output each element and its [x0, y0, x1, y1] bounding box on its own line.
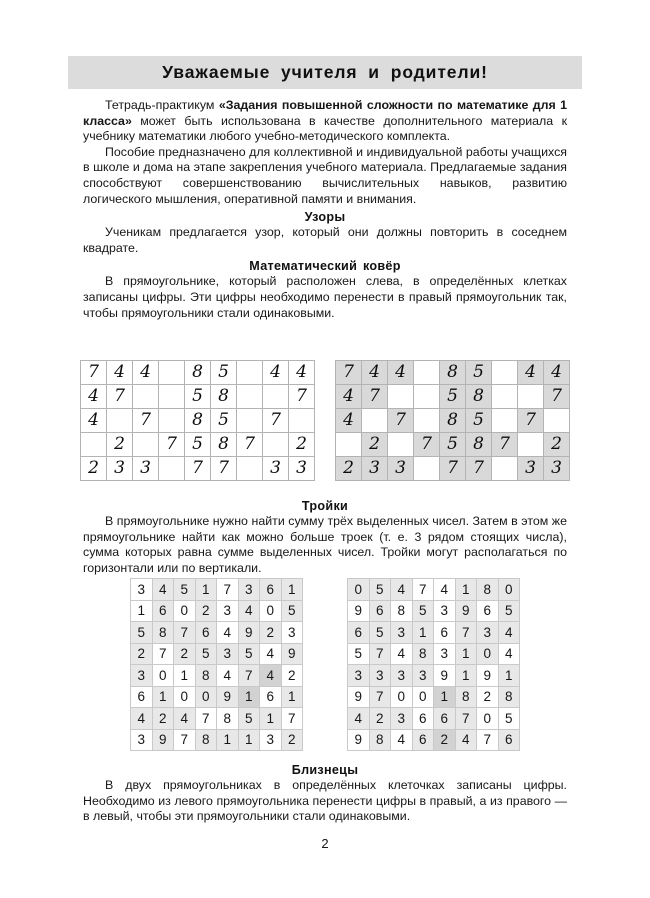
grid-cell[interactable]: 1: [131, 600, 153, 622]
grid-cell[interactable]: 8: [217, 708, 239, 730]
grid-cell[interactable]: 4: [336, 385, 362, 409]
grid-cell[interactable]: 0: [477, 708, 499, 730]
grid-cell[interactable]: 3: [238, 579, 260, 601]
triples-content: [83, 496, 567, 576]
grid-cell[interactable]: 4: [391, 579, 413, 601]
grid-cell[interactable]: 5: [211, 409, 237, 433]
grid-cell[interactable]: 2: [281, 729, 303, 751]
grid-cell[interactable]: 5: [348, 643, 370, 665]
page-header-band: [68, 56, 582, 89]
intro-content: [83, 98, 567, 321]
grid-cell[interactable]: 8: [466, 385, 492, 409]
grid-cell[interactable]: 9: [477, 665, 499, 687]
grid-cell[interactable]: 4: [498, 643, 520, 665]
grid-cell[interactable]: 6: [195, 622, 217, 644]
grid-cell[interactable]: 2: [362, 433, 388, 457]
grid-row: [81, 457, 315, 481]
page-number: 2: [321, 836, 329, 851]
grid-cell[interactable]: 4: [81, 385, 107, 409]
grid-cell[interactable]: 7: [466, 457, 492, 481]
grid-cell[interactable]: 4: [391, 729, 413, 751]
grid-cell[interactable]: 8: [412, 643, 434, 665]
grid-cell[interactable]: 6: [412, 729, 434, 751]
grid-cell[interactable]: 5: [440, 433, 466, 457]
grid-row: [131, 643, 303, 665]
grid-cell[interactable]: 8: [211, 385, 237, 409]
grid-cell[interactable]: 3: [133, 457, 159, 481]
grid-cell[interactable]: [263, 433, 289, 457]
grid-cell[interactable]: 8: [195, 665, 217, 687]
grid-cell[interactable]: 2: [289, 433, 315, 457]
grid-cell[interactable]: 3: [388, 457, 414, 481]
grid-cell[interactable]: 8: [477, 579, 499, 601]
grid-cell[interactable]: 5: [131, 622, 153, 644]
grid-cell[interactable]: 0: [174, 600, 196, 622]
grid-cell[interactable]: 2: [131, 643, 153, 665]
grid-cell[interactable]: 4: [434, 579, 456, 601]
grid-cell[interactable]: 7: [107, 385, 133, 409]
grid-cell[interactable]: 5: [174, 579, 196, 601]
grid-cell[interactable]: 6: [152, 600, 174, 622]
bliznetsy-content: [83, 760, 567, 825]
grid-cell[interactable]: 1: [281, 686, 303, 708]
intro-p1-lead: Тетрадь-практикум: [105, 98, 219, 112]
grid-cell[interactable]: 4: [498, 622, 520, 644]
triples-grids-row: [0, 578, 650, 751]
grid-cell[interactable]: 9: [152, 729, 174, 751]
grid-cell[interactable]: [518, 433, 544, 457]
grid-cell[interactable]: 1: [434, 686, 456, 708]
grid-cell[interactable]: 7: [412, 579, 434, 601]
grid-cell[interactable]: [237, 409, 263, 433]
grid-cell[interactable]: 7: [369, 686, 391, 708]
grid-cell[interactable]: 7: [440, 457, 466, 481]
grid-cell[interactable]: 6: [434, 622, 456, 644]
grid-cell[interactable]: 0: [174, 686, 196, 708]
grid-row: [336, 409, 570, 433]
grid-cell[interactable]: 3: [107, 457, 133, 481]
grid-cell[interactable]: 0: [391, 686, 413, 708]
grid-cell[interactable]: 6: [369, 600, 391, 622]
intro-p1-tail: может быть использована в качестве дополнительного материала к учебнику математики любого учебно-методического комплекта.: [83, 113, 567, 144]
grid-cell[interactable]: 5: [369, 579, 391, 601]
intro-paragraph-2: Пособие предназначено для коллективной и индивидуальной работы учащихся в школе и дома на этапе закрепления учебного материала. Предлагаемые задания способствуют совершенствованию вычислительных навыков, развитию логического мышления, оперативной памяти и внимания.: [83, 144, 567, 206]
grid-cell[interactable]: 0: [195, 686, 217, 708]
grid-cell[interactable]: 7: [289, 385, 315, 409]
carpet-grid-right: [335, 360, 570, 481]
grid-cell[interactable]: 1: [412, 622, 434, 644]
grid-cell[interactable]: 8: [455, 686, 477, 708]
grid-cell[interactable]: 8: [440, 409, 466, 433]
grid-cell[interactable]: 5: [498, 708, 520, 730]
grid-cell[interactable]: 7: [362, 385, 388, 409]
grid-cell[interactable]: [107, 409, 133, 433]
grid-row: [348, 600, 520, 622]
grid-cell[interactable]: 7: [369, 643, 391, 665]
grid-cell[interactable]: [159, 361, 185, 385]
grid-cell[interactable]: 3: [391, 708, 413, 730]
grid-cell[interactable]: 2: [369, 708, 391, 730]
grid-cell[interactable]: 3: [131, 579, 153, 601]
grid-cell[interactable]: 7: [152, 643, 174, 665]
grid-cell[interactable]: 3: [131, 665, 153, 687]
grid-cell[interactable]: 4: [152, 579, 174, 601]
grid-cell[interactable]: 3: [434, 643, 456, 665]
grid-row: [131, 729, 303, 751]
grid-cell[interactable]: 4: [391, 643, 413, 665]
triples-grid-left: [130, 578, 303, 751]
section-text-uzory: Ученикам предлагается узор, который они должны повторить в соседнем квадрате.: [83, 225, 567, 255]
grid-cell[interactable]: [159, 385, 185, 409]
grid-cell[interactable]: 6: [477, 600, 499, 622]
grid-row: [348, 729, 520, 751]
grid-cell[interactable]: 5: [466, 361, 492, 385]
grid-cell[interactable]: 4: [174, 708, 196, 730]
grid-cell[interactable]: 4: [217, 622, 239, 644]
grid-cell[interactable]: 7: [174, 622, 196, 644]
page-title: Уважаемые учителя и родители!: [162, 62, 488, 82]
grid-cell[interactable]: 2: [195, 600, 217, 622]
grid-cell[interactable]: 4: [348, 708, 370, 730]
grid-cell[interactable]: 7: [195, 708, 217, 730]
grid-cell[interactable]: [414, 385, 440, 409]
grid-cell[interactable]: 3: [217, 600, 239, 622]
grid-cell[interactable]: 7: [185, 457, 211, 481]
intro-paragraph-1: [83, 98, 567, 145]
grid-cell[interactable]: 7: [544, 385, 570, 409]
grid-row: [81, 409, 315, 433]
grid-cell[interactable]: 5: [238, 708, 260, 730]
grid-cell[interactable]: 8: [152, 622, 174, 644]
grid-cell[interactable]: [492, 361, 518, 385]
grid-cell[interactable]: 0: [348, 579, 370, 601]
grid-cell[interactable]: 9: [348, 729, 370, 751]
grid-cell[interactable]: 4: [388, 361, 414, 385]
grid-cell[interactable]: 4: [260, 643, 282, 665]
grid-cell[interactable]: [159, 457, 185, 481]
carpet-grid-left: [80, 360, 315, 481]
grid-cell[interactable]: 7: [133, 409, 159, 433]
grid-cell[interactable]: 0: [152, 665, 174, 687]
grid-cell[interactable]: 4: [260, 665, 282, 687]
grid-cell[interactable]: 1: [195, 579, 217, 601]
grid-cell[interactable]: 1: [498, 665, 520, 687]
grid-cell[interactable]: 5: [238, 643, 260, 665]
grid-row: [131, 665, 303, 687]
grid-cell[interactable]: 9: [238, 622, 260, 644]
grid-cell[interactable]: 3: [412, 665, 434, 687]
grid-cell[interactable]: 7: [414, 433, 440, 457]
grid-cell[interactable]: 7: [211, 457, 237, 481]
grid-cell[interactable]: 3: [434, 600, 456, 622]
section-text-bliznetsy: В двух прямоугольниках в определённых клеточках записаны цифры. Необходимо из левого прямоугольника перенести цифры в правый, а из правого — в левый, чтобы эти прямоугольники стали одинаковыми.: [83, 778, 567, 824]
grid-cell[interactable]: [237, 361, 263, 385]
grid-cell[interactable]: 7: [477, 729, 499, 751]
grid-cell[interactable]: [133, 385, 159, 409]
grid-cell[interactable]: 3: [131, 729, 153, 751]
grid-cell[interactable]: 9: [348, 600, 370, 622]
grid-cell[interactable]: 5: [412, 600, 434, 622]
grid-cell[interactable]: 9: [281, 643, 303, 665]
grid-cell[interactable]: 2: [260, 622, 282, 644]
grid-cell[interactable]: 4: [217, 665, 239, 687]
grid-cell[interactable]: 8: [369, 729, 391, 751]
grid-cell[interactable]: 3: [263, 457, 289, 481]
grid-cell[interactable]: 1: [455, 643, 477, 665]
grid-cell[interactable]: [492, 385, 518, 409]
grid-cell[interactable]: 8: [440, 361, 466, 385]
grid-cell[interactable]: 3: [477, 622, 499, 644]
grid-cell[interactable]: 7: [455, 622, 477, 644]
grid-cell[interactable]: 8: [211, 433, 237, 457]
grid-cell[interactable]: 8: [498, 686, 520, 708]
grid-cell[interactable]: [263, 385, 289, 409]
grid-cell[interactable]: 5: [185, 385, 211, 409]
grid-row: [131, 579, 303, 601]
grid-cell[interactable]: 5: [195, 643, 217, 665]
grid-cell[interactable]: 5: [440, 385, 466, 409]
grid-cell[interactable]: 3: [348, 665, 370, 687]
section-title-bliznetsy: Близнецы: [291, 763, 359, 777]
grid-cell[interactable]: 2: [107, 433, 133, 457]
grid-cell[interactable]: 5: [466, 409, 492, 433]
grid-cell[interactable]: 6: [498, 729, 520, 751]
section-text-troyki: В прямоугольнике нужно найти сумму трёх выделенных чисел. Затем в этом же прямоугольнике найти как можно больше троек (т. е. 3 рядом стоящих числа), сумма которых равна сумме выделенных чисел. Тройки могут располагаться по горизонтали или по вертикали.: [83, 514, 567, 575]
grid-cell[interactable]: 8: [185, 361, 211, 385]
grid-cell[interactable]: 4: [455, 729, 477, 751]
grid-row: [81, 385, 315, 409]
grid-cell[interactable]: 7: [174, 729, 196, 751]
grid-cell[interactable]: 4: [518, 361, 544, 385]
grid-cell[interactable]: 4: [362, 361, 388, 385]
grid-cell[interactable]: 2: [152, 708, 174, 730]
grid-cell[interactable]: 0: [412, 686, 434, 708]
grid-cell[interactable]: [237, 385, 263, 409]
grid-cell[interactable]: [159, 409, 185, 433]
grid-cell[interactable]: 2: [81, 457, 107, 481]
grid-cell[interactable]: 9: [217, 686, 239, 708]
grid-cell[interactable]: 7: [81, 361, 107, 385]
grid-cell[interactable]: 2: [544, 433, 570, 457]
grid-cell[interactable]: 4: [131, 708, 153, 730]
grid-row: [348, 686, 520, 708]
grid-cell[interactable]: 2: [477, 686, 499, 708]
grid-cell[interactable]: [492, 457, 518, 481]
grid-cell[interactable]: 6: [412, 708, 434, 730]
grid-cell[interactable]: 8: [185, 409, 211, 433]
grid-cell[interactable]: 3: [369, 665, 391, 687]
grid-cell[interactable]: [492, 409, 518, 433]
grid-cell[interactable]: [414, 457, 440, 481]
grid-cell[interactable]: [289, 409, 315, 433]
grid-row: [131, 686, 303, 708]
grid-cell[interactable]: [362, 409, 388, 433]
grid-cell[interactable]: 8: [195, 729, 217, 751]
grid-cell[interactable]: 3: [281, 622, 303, 644]
grid-cell[interactable]: 4: [81, 409, 107, 433]
grid-row: [336, 361, 570, 385]
grid-cell[interactable]: 9: [348, 686, 370, 708]
grid-cell[interactable]: 8: [466, 433, 492, 457]
grid-cell[interactable]: 1: [238, 729, 260, 751]
grid-cell[interactable]: 7: [238, 665, 260, 687]
grid-cell[interactable]: [237, 457, 263, 481]
grid-cell[interactable]: 4: [544, 361, 570, 385]
grid-cell[interactable]: 9: [455, 600, 477, 622]
grid-cell[interactable]: 9: [434, 665, 456, 687]
grid-cell[interactable]: [414, 361, 440, 385]
grid-cell[interactable]: 1: [260, 708, 282, 730]
grid-row: [336, 433, 570, 457]
section-title-kovyor: Математический ковёр: [249, 259, 401, 274]
section-text-kovyor: В прямоугольнике, который расположен слева, в определённых клетках записаны цифры. Эти цифры необходимо перенести в правый прямоугольник так, чтобы прямоугольники стали одинаковыми.: [83, 274, 567, 320]
grid-row: [336, 385, 570, 409]
grid-cell[interactable]: 7: [518, 409, 544, 433]
grid-cell[interactable]: [518, 385, 544, 409]
grid-cell[interactable]: 3: [362, 457, 388, 481]
grid-cell[interactable]: 5: [369, 622, 391, 644]
grid-cell[interactable]: 0: [260, 600, 282, 622]
grid-cell[interactable]: 1: [281, 579, 303, 601]
grid-cell[interactable]: [544, 409, 570, 433]
grid-cell[interactable]: 1: [217, 729, 239, 751]
grid-row: [348, 579, 520, 601]
grid-cell[interactable]: 6: [131, 686, 153, 708]
grid-cell[interactable]: 3: [217, 643, 239, 665]
grid-row: [336, 457, 570, 481]
grid-cell[interactable]: [414, 409, 440, 433]
grid-row: [131, 622, 303, 644]
grid-cell[interactable]: [388, 433, 414, 457]
section-title-troyki: Тройки: [301, 499, 349, 513]
grid-cell[interactable]: [336, 433, 362, 457]
grid-cell[interactable]: [81, 433, 107, 457]
grid-cell[interactable]: 7: [455, 708, 477, 730]
grid-cell[interactable]: 3: [260, 729, 282, 751]
grid-cell[interactable]: [133, 433, 159, 457]
grid-cell[interactable]: 1: [152, 686, 174, 708]
grid-cell[interactable]: 1: [455, 665, 477, 687]
grid-cell[interactable]: 7: [263, 409, 289, 433]
grid-cell[interactable]: 0: [477, 643, 499, 665]
grid-cell[interactable]: [388, 385, 414, 409]
grid-cell[interactable]: 6: [260, 579, 282, 601]
grid-row: [131, 708, 303, 730]
grid-cell[interactable]: 3: [391, 665, 413, 687]
grid-cell[interactable]: 3: [544, 457, 570, 481]
grid-cell[interactable]: 2: [281, 665, 303, 687]
grid-cell[interactable]: 3: [289, 457, 315, 481]
grid-cell[interactable]: 7: [159, 433, 185, 457]
grid-row: [348, 665, 520, 687]
grid-cell[interactable]: 5: [211, 361, 237, 385]
grid-cell[interactable]: 5: [281, 600, 303, 622]
grid-cell[interactable]: 4: [336, 409, 362, 433]
grid-cell[interactable]: 5: [185, 433, 211, 457]
grid-cell[interactable]: 4: [238, 600, 260, 622]
grid-cell[interactable]: 0: [498, 579, 520, 601]
grid-cell[interactable]: 1: [455, 579, 477, 601]
section-title-uzory: Узоры: [304, 210, 346, 225]
grid-cell[interactable]: 1: [238, 686, 260, 708]
grid-cell[interactable]: 2: [434, 729, 456, 751]
grid-row: [131, 600, 303, 622]
grid-row: [348, 622, 520, 644]
grid-cell[interactable]: 7: [388, 409, 414, 433]
grid-cell[interactable]: 6: [434, 708, 456, 730]
grid-cell[interactable]: 2: [336, 457, 362, 481]
grid-cell[interactable]: 7: [281, 708, 303, 730]
grid-cell[interactable]: 7: [237, 433, 263, 457]
grid-cell[interactable]: 6: [260, 686, 282, 708]
grid-cell[interactable]: 4: [263, 361, 289, 385]
grid-cell[interactable]: 7: [217, 579, 239, 601]
grid-cell[interactable]: 3: [518, 457, 544, 481]
triples-grid-right: [347, 578, 520, 751]
grid-row: [81, 361, 315, 385]
intro-p1-booktitle: «Задания повышенной сложности по математике для 1 класса»: [83, 98, 567, 128]
grid-cell[interactable]: 3: [391, 622, 413, 644]
grid-cell[interactable]: 4: [133, 361, 159, 385]
grid-row: [348, 643, 520, 665]
grid-cell[interactable]: 2: [174, 643, 196, 665]
grid-cell[interactable]: 4: [107, 361, 133, 385]
grid-cell[interactable]: 8: [391, 600, 413, 622]
grid-cell[interactable]: 6: [348, 622, 370, 644]
grid-cell[interactable]: 7: [492, 433, 518, 457]
grid-cell[interactable]: 5: [498, 600, 520, 622]
carpet-grids-row: [0, 360, 650, 481]
grid-cell[interactable]: 4: [289, 361, 315, 385]
grid-cell[interactable]: 1: [174, 665, 196, 687]
grid-row: [348, 708, 520, 730]
grid-cell[interactable]: 7: [336, 361, 362, 385]
grid-row: [81, 433, 315, 457]
